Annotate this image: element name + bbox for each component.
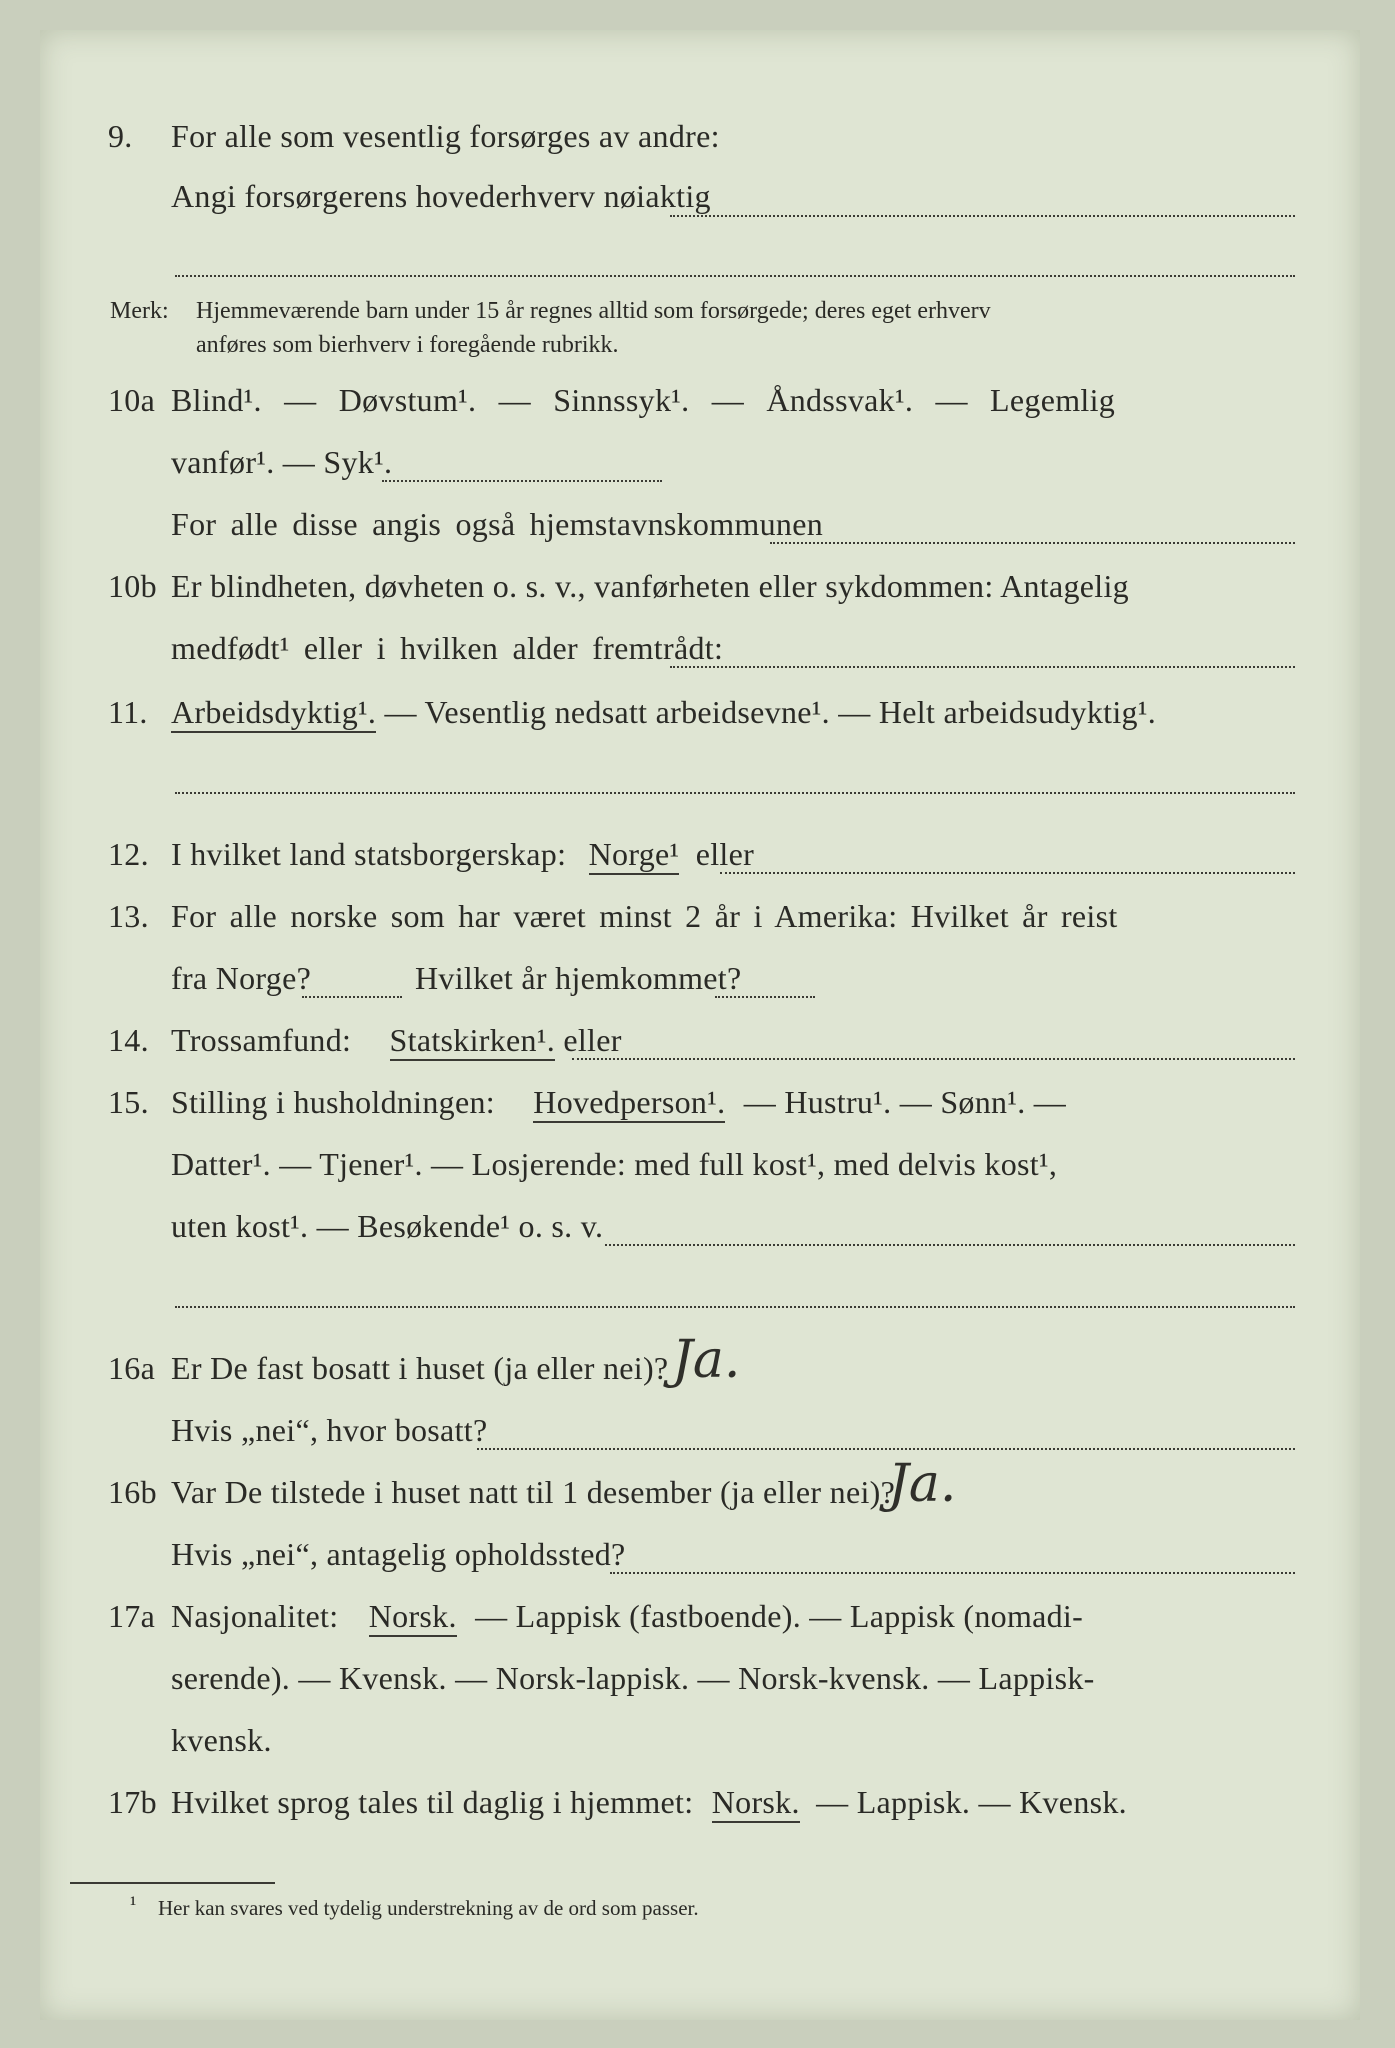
answer-line — [670, 215, 1295, 217]
question-number: 14. — [108, 1022, 149, 1058]
question-number: 13. — [108, 898, 149, 934]
underlined-answer: Statskirken¹. — [390, 1022, 555, 1061]
question-text: medfødt¹ eller i hvilken alder fremtrådt: — [171, 630, 724, 666]
census-form-page — [40, 30, 1360, 2020]
answer-line — [670, 666, 1295, 668]
question-text: Datter¹. — Tjener¹. — Losjerende: med full kost¹, med delvis kost¹, — [171, 1146, 1058, 1182]
question-text-group — [171, 1022, 622, 1059]
underlined-answer: Norsk. — [712, 1784, 800, 1823]
question-number: 10b — [108, 568, 157, 604]
question-text: — Hustru¹. — Sønn¹. — — [743, 1084, 1067, 1120]
separator-line — [175, 275, 1295, 277]
answer-line — [477, 1448, 1295, 1450]
question-text-group — [171, 1084, 1066, 1121]
answer-line — [382, 480, 662, 482]
answer-line — [720, 872, 1295, 874]
question-text: Trossamfund: — [171, 1022, 352, 1058]
question-text: vanfør¹. — Syk¹. — [171, 444, 393, 480]
question-text: Er blindheten, døvheten o. s. v., vanførheten eller sykdommen: Antagelig — [171, 568, 1129, 604]
separator-line — [175, 792, 1295, 794]
question-text-group — [171, 836, 754, 873]
answer-line — [770, 542, 1295, 544]
question-text: eller — [695, 836, 755, 872]
underlined-answer: Norge¹ — [589, 836, 680, 875]
question-text: uten kost¹. — Besøkende¹ o. s. v. — [171, 1208, 604, 1244]
handwritten-answer: Ja. — [672, 1330, 741, 1390]
note-text: anføres som bierhverv i foregående rubrikk. — [196, 332, 619, 358]
footnote-text: Her kan svares ved tydelig understrekning av de ord som passer. — [158, 1896, 699, 1920]
answer-line — [610, 1572, 1295, 1574]
footnote-rule — [70, 1882, 275, 1884]
question-number: 10a — [108, 382, 156, 418]
question-text: Angi forsørgerens hovederhverv nøiaktig — [171, 178, 711, 214]
question-text: kvensk. — [171, 1722, 272, 1758]
question-text: — Lappisk. — Kvensk. — [816, 1784, 1127, 1820]
question-text: Hvis „nei“, hvor bosatt? — [171, 1412, 488, 1448]
question-number: 9. — [108, 118, 133, 154]
question-text: Hvilket sprog tales til daglig i hjemmet: — [171, 1784, 694, 1820]
question-text: — Vesentlig nedsatt arbeidsevne¹. — Helt arbeidsudyktig¹. — [384, 694, 1157, 730]
question-text: Hvis „nei“, antagelig opholdssted? — [171, 1536, 626, 1572]
question-text: serende). — Kvensk. — Norsk-lappisk. — Norsk-kvensk. — Lappisk- — [171, 1660, 1095, 1696]
question-text-group — [171, 1784, 1127, 1821]
question-text: Nasjonalitet: — [171, 1598, 339, 1634]
handwritten-answer: Ja. — [888, 1454, 957, 1514]
question-text: Blind¹. — Døvstum¹. — Sinnssyk¹. — Åndssvak¹. — Legemlig — [171, 382, 1116, 418]
question-text: Stilling i husholdningen: — [171, 1084, 495, 1120]
question-text: Hvilket år hjemkommet? — [415, 960, 742, 996]
question-text: For alle som vesentlig forsørges av andre: — [171, 118, 720, 154]
answer-line — [572, 1058, 1295, 1060]
question-number: 15. — [108, 1084, 149, 1120]
question-number: 17b — [108, 1784, 157, 1820]
question-text: fra Norge? — [171, 960, 312, 996]
separator-line — [175, 1306, 1295, 1308]
question-text: — Lappisk (fastboende). — Lappisk (nomadi- — [475, 1598, 1084, 1634]
question-text: Var De tilstede i huset natt til 1 desember (ja eller nei)? — [171, 1474, 896, 1510]
question-text: eller — [563, 1022, 622, 1058]
footnote-mark: ¹ — [130, 1892, 137, 1916]
question-number: 12. — [108, 836, 149, 872]
question-number: 16b — [108, 1474, 157, 1510]
question-number: 17a — [108, 1598, 156, 1634]
answer-line — [302, 996, 402, 998]
underlined-answer: Norsk. — [369, 1598, 457, 1637]
answer-line — [715, 996, 815, 998]
question-text-group — [171, 694, 1156, 731]
question-text: For alle disse angis også hjemstavnskommunen — [171, 506, 824, 542]
question-text-group — [171, 1598, 1083, 1635]
question-number: 16a — [108, 1350, 156, 1386]
answer-line — [605, 1244, 1295, 1246]
question-text: For alle norske som har været minst 2 år i Amerika: Hvilket år reist — [171, 898, 1118, 934]
question-text: Er De fast bosatt i huset (ja eller nei)? — [171, 1350, 669, 1386]
underlined-answer: Arbeidsdyktig¹. — [171, 694, 376, 733]
underlined-answer: Hovedperson¹. — [533, 1084, 725, 1123]
note-text: Hjemmeværende barn under 15 år regnes alltid som forsørgede; deres eget erhverv — [196, 298, 991, 324]
question-number: 11. — [108, 694, 148, 730]
note-label: Merk: — [110, 298, 169, 324]
question-text: I hvilket land statsborgerskap: — [171, 836, 567, 872]
